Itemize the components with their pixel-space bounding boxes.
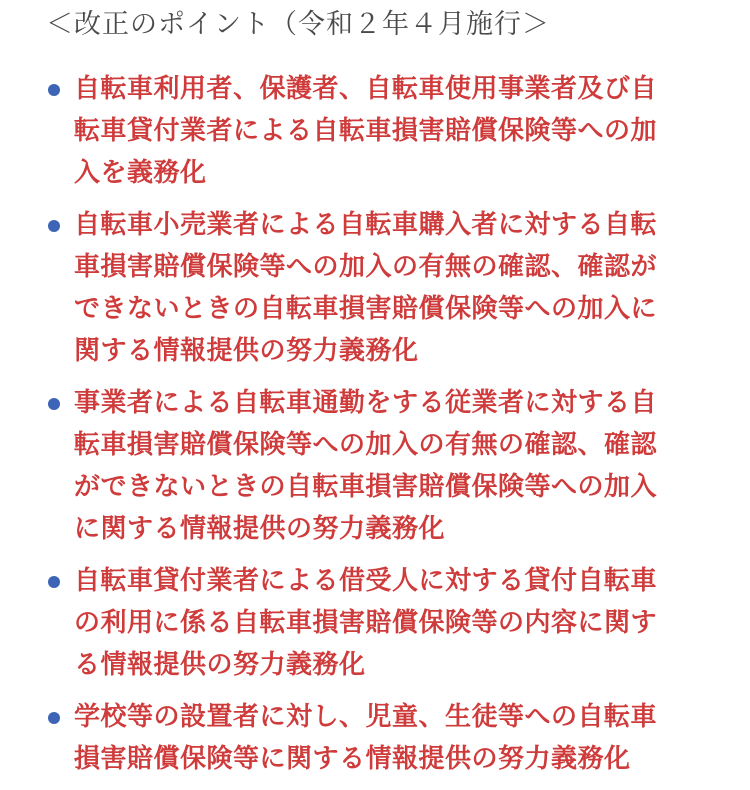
point-line: 車損害賠償保険等への加入の有無の確認、確認が <box>74 252 658 282</box>
point-line: 自転車小売業者による自転車購入者に対する自転 <box>74 210 658 240</box>
point-line: る情報提供の努力義務化 <box>74 650 366 680</box>
section-heading: ＜改正のポイント（令和２年４月施行＞ <box>46 9 550 40</box>
point-line: 転車損害賠償保険等への加入の有無の確認、確認 <box>74 430 658 460</box>
points-list <box>46 68 706 780</box>
point-line: 損害賠償保険等に関する情報提供の努力義務化 <box>74 744 631 774</box>
bullet-icon <box>48 84 60 96</box>
bullet-icon <box>48 220 60 232</box>
bullet-icon <box>48 576 60 588</box>
point-line: 事業者による自転車通勤をする従業者に対する自 <box>74 388 658 418</box>
point-line: の利用に係る自転車損害賠償保険等の内容に関す <box>74 608 658 638</box>
bullet-icon <box>48 398 60 410</box>
list-item <box>46 696 706 780</box>
point-line: 自転車利用者、保護者、自転車使用事業者及び自 <box>74 74 658 104</box>
list-item <box>46 204 706 372</box>
point-line: 入を義務化 <box>74 158 207 188</box>
point-line: 自転車貸付業者による借受人に対する貸付自転車 <box>74 566 658 596</box>
point-line: 学校等の設置者に対し、児童、生徒等への自転車 <box>74 702 658 732</box>
list-item <box>46 382 706 550</box>
point-line: できないときの自転車損害賠償保険等への加入に <box>74 294 658 324</box>
point-line: ができないときの自転車損害賠償保険等への加入 <box>74 472 658 502</box>
list-item <box>46 68 706 194</box>
point-line: 転車貸付業者による自転車損害賠償保険等への加 <box>74 116 658 146</box>
point-line: 関する情報提供の努力義務化 <box>74 336 419 366</box>
bullet-icon <box>48 712 60 724</box>
list-item <box>46 560 706 686</box>
point-line: に関する情報提供の努力義務化 <box>74 514 446 544</box>
document-content <box>46 4 706 790</box>
